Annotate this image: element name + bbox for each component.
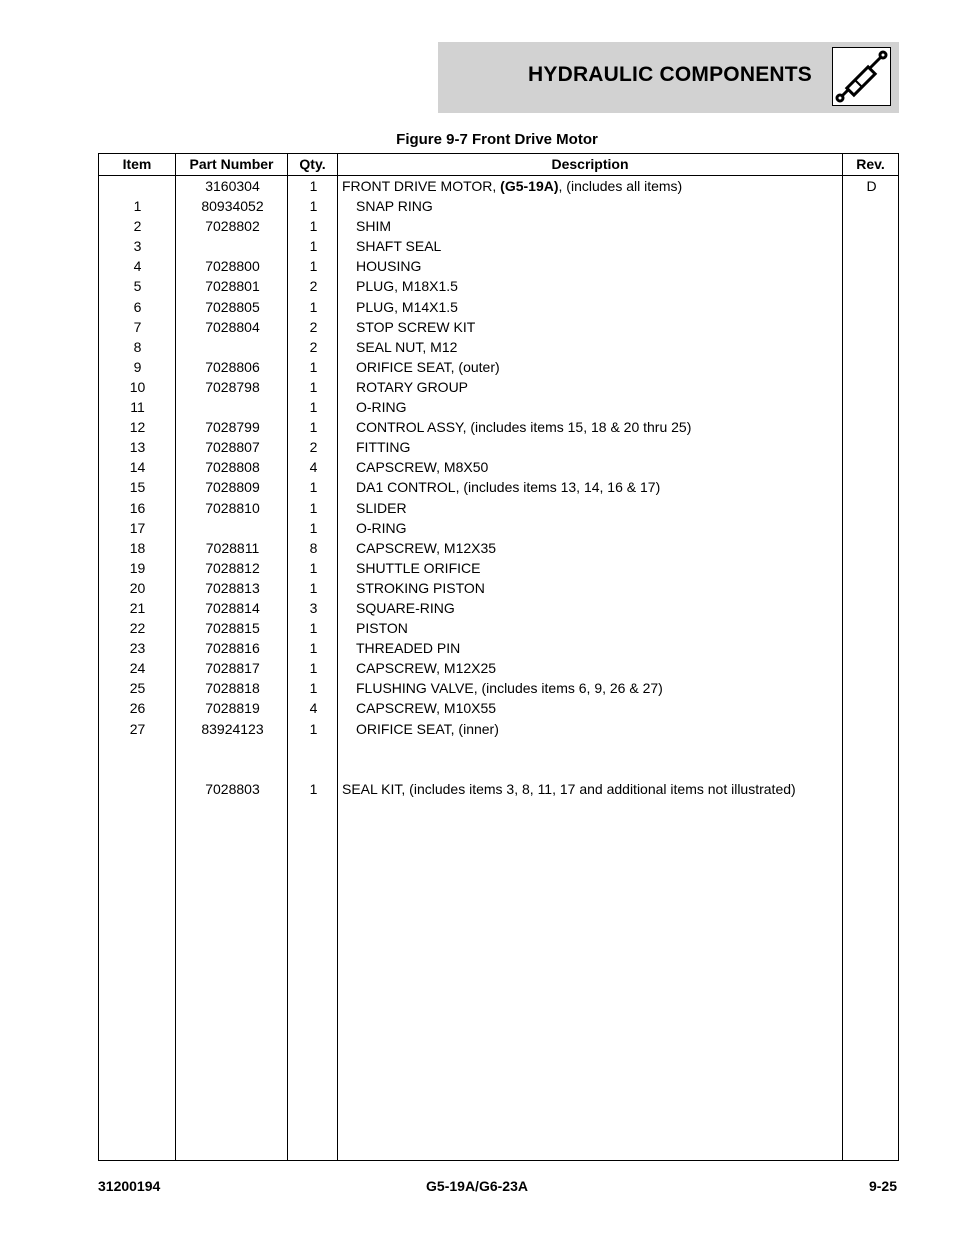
item-number: 22 bbox=[129, 620, 146, 637]
item-number: 13 bbox=[129, 439, 146, 456]
part-number: 7028806 bbox=[205, 358, 260, 375]
quantity: 3 bbox=[309, 599, 318, 616]
quantity: 2 bbox=[309, 439, 318, 456]
quantity: 1 bbox=[309, 258, 318, 275]
item-number: 10 bbox=[129, 378, 146, 395]
description: ORIFICE SEAT, (inner) bbox=[356, 720, 499, 737]
quantity: 1 bbox=[309, 358, 318, 375]
quantity: 1 bbox=[309, 419, 318, 436]
table-row bbox=[99, 176, 898, 196]
table-row bbox=[99, 216, 898, 236]
quantity: 2 bbox=[309, 318, 318, 335]
description: STOP SCREW KIT bbox=[356, 318, 476, 335]
table-row bbox=[99, 678, 898, 698]
part-number: 7028804 bbox=[205, 318, 260, 335]
item-number: 27 bbox=[129, 720, 146, 737]
description: FITTING bbox=[356, 439, 411, 456]
table-row bbox=[99, 417, 898, 437]
item-number: 16 bbox=[129, 499, 146, 516]
description: PLUG, M14X1.5 bbox=[356, 298, 458, 315]
description: SEAL NUT, M12 bbox=[356, 338, 458, 355]
item-number: 9 bbox=[133, 358, 142, 375]
figure-title: Figure 9-7 Front Drive Motor bbox=[396, 131, 598, 148]
footer-model: G5-19A/G6-23A bbox=[426, 1178, 528, 1194]
table-row bbox=[99, 256, 898, 276]
description: SHUTTLE ORIFICE bbox=[356, 559, 481, 576]
part-number: 7028816 bbox=[205, 640, 260, 657]
quantity: 1 bbox=[309, 620, 318, 637]
description: SQUARE-RING bbox=[356, 599, 455, 616]
quantity: 1 bbox=[309, 499, 318, 516]
item-number: 21 bbox=[129, 599, 146, 616]
quantity: 1 bbox=[309, 378, 318, 395]
description: CAPSCREW, M12X35 bbox=[356, 539, 497, 556]
description: SLIDER bbox=[356, 499, 407, 516]
model-code: (G5-19A) bbox=[500, 178, 559, 194]
part-number: 3160304 bbox=[205, 178, 260, 194]
table-row bbox=[99, 357, 898, 377]
item-number: 23 bbox=[129, 640, 146, 657]
table-row bbox=[99, 779, 898, 799]
quantity: 1 bbox=[309, 519, 318, 536]
part-number: 7028819 bbox=[205, 700, 260, 717]
item-number: 4 bbox=[133, 258, 142, 275]
item-number: 8 bbox=[133, 338, 142, 355]
table-row bbox=[99, 437, 898, 457]
item-number: 26 bbox=[129, 700, 146, 717]
table-row bbox=[99, 719, 898, 739]
table-row bbox=[99, 558, 898, 578]
part-number: 7028807 bbox=[205, 439, 260, 456]
part-number: 7028812 bbox=[205, 559, 260, 576]
table-row bbox=[99, 457, 898, 477]
description: O-RING bbox=[356, 519, 407, 536]
spacer-row bbox=[99, 739, 898, 779]
quantity: 1 bbox=[309, 660, 318, 677]
description: CAPSCREW, M10X55 bbox=[356, 700, 497, 717]
quantity: 1 bbox=[309, 559, 318, 576]
part-number: 7028810 bbox=[205, 499, 260, 516]
parts-table bbox=[98, 153, 899, 1161]
column-header-item: Item bbox=[122, 156, 152, 172]
quantity: 4 bbox=[309, 700, 318, 717]
item-number: 12 bbox=[129, 419, 146, 436]
part-number: 7028800 bbox=[205, 258, 260, 275]
description: CAPSCREW, M12X25 bbox=[356, 660, 497, 677]
part-number: 7028811 bbox=[205, 539, 260, 556]
table-row bbox=[99, 297, 898, 317]
table-row bbox=[99, 477, 898, 497]
quantity: 1 bbox=[309, 218, 318, 235]
item-number: 20 bbox=[129, 579, 146, 596]
table-row bbox=[99, 498, 898, 518]
column-header-rev: Rev. bbox=[856, 156, 885, 172]
part-number: 7028813 bbox=[205, 579, 260, 596]
quantity: 1 bbox=[309, 198, 318, 215]
section-banner bbox=[438, 42, 899, 113]
description: SHIM bbox=[356, 218, 391, 235]
table-row bbox=[99, 196, 898, 216]
quantity: 8 bbox=[309, 539, 318, 556]
table-row bbox=[99, 397, 898, 417]
item-number: 2 bbox=[133, 218, 142, 235]
description: HOUSING bbox=[356, 258, 422, 275]
part-number: 7028799 bbox=[205, 419, 260, 436]
item-number: 7 bbox=[133, 318, 142, 335]
description: CONTROL ASSY, (includes items 15, 18 & 20 thru 25) bbox=[356, 419, 692, 436]
footer-page-number: 9-25 bbox=[868, 1178, 897, 1194]
quantity: 2 bbox=[309, 278, 318, 295]
description: ORIFICE SEAT, (outer) bbox=[356, 358, 500, 375]
column-header-qty: Qty. bbox=[299, 156, 326, 172]
table-row bbox=[99, 698, 898, 718]
description: SNAP RING bbox=[356, 198, 433, 215]
table-row bbox=[99, 598, 898, 618]
part-number: 80934052 bbox=[201, 198, 264, 215]
column-header-part-number: Part Number bbox=[189, 156, 274, 172]
part-number: 7028814 bbox=[205, 599, 260, 616]
table-row bbox=[99, 638, 898, 658]
table-row bbox=[99, 578, 898, 598]
table-row bbox=[99, 538, 898, 558]
quantity: 1 bbox=[309, 238, 318, 255]
table-row bbox=[99, 377, 898, 397]
description: PLUG, M18X1.5 bbox=[356, 278, 458, 295]
part-number: 7028818 bbox=[205, 680, 260, 697]
part-number: 7028801 bbox=[205, 278, 260, 295]
description: FLUSHING VALVE, (includes items 6, 9, 26 & 27) bbox=[356, 680, 663, 697]
part-number: 7028803 bbox=[205, 780, 260, 797]
item-number: 25 bbox=[129, 680, 146, 697]
part-number: 7028815 bbox=[205, 620, 260, 637]
table-row bbox=[99, 276, 898, 296]
item-number: 3 bbox=[133, 238, 142, 255]
quantity: 2 bbox=[309, 338, 318, 355]
part-number: 7028805 bbox=[205, 298, 260, 315]
quantity: 1 bbox=[309, 720, 318, 737]
item-number: 17 bbox=[129, 519, 146, 536]
quantity: 1 bbox=[309, 680, 318, 697]
description-text: FRONT DRIVE MOTOR, bbox=[342, 178, 501, 194]
description: SEAL KIT, (includes items 3, 8, 11, 17 and additional items not illustrated) bbox=[342, 780, 796, 797]
table-row bbox=[99, 317, 898, 337]
item-number: 6 bbox=[133, 298, 142, 315]
description: STROKING PISTON bbox=[356, 579, 485, 596]
description-suffix: , (includes all items) bbox=[558, 178, 683, 194]
item-number: 19 bbox=[129, 559, 146, 576]
description: THREADED PIN bbox=[356, 640, 461, 657]
table-row bbox=[99, 337, 898, 357]
part-number: 7028817 bbox=[205, 660, 260, 677]
part-number: 7028808 bbox=[205, 459, 260, 476]
description: CAPSCREW, M8X50 bbox=[356, 459, 489, 476]
part-number: 7028798 bbox=[205, 378, 260, 395]
description bbox=[342, 176, 682, 196]
description: PISTON bbox=[356, 620, 408, 637]
quantity: 1 bbox=[309, 479, 318, 496]
quantity: 1 bbox=[309, 780, 318, 797]
description: SHAFT SEAL bbox=[356, 238, 442, 255]
item-number: 18 bbox=[129, 539, 146, 556]
item-number: 14 bbox=[129, 459, 146, 476]
table-row bbox=[99, 518, 898, 538]
table-row bbox=[99, 236, 898, 256]
item-number: 24 bbox=[129, 660, 146, 677]
quantity: 1 bbox=[309, 178, 318, 194]
section-title: HYDRAULIC COMPONENTS bbox=[528, 63, 813, 86]
table-row bbox=[99, 618, 898, 638]
item-number: 15 bbox=[129, 479, 146, 496]
hydraulic-cylinder-icon bbox=[832, 47, 891, 106]
table-row bbox=[99, 658, 898, 678]
part-number: 83924123 bbox=[201, 720, 264, 737]
item-number: 1 bbox=[133, 198, 142, 215]
part-number: 7028809 bbox=[205, 479, 260, 496]
description: ROTARY GROUP bbox=[356, 378, 469, 395]
quantity: 4 bbox=[309, 459, 318, 476]
item-number: 5 bbox=[133, 278, 142, 295]
description: O-RING bbox=[356, 399, 407, 416]
part-number: 7028802 bbox=[205, 218, 260, 235]
table-body bbox=[99, 176, 898, 799]
quantity: 1 bbox=[309, 298, 318, 315]
quantity: 1 bbox=[309, 399, 318, 416]
description: DA1 CONTROL, (includes items 13, 14, 16 & 17) bbox=[356, 479, 661, 496]
quantity: 1 bbox=[309, 640, 318, 657]
footer-doc-number: 31200194 bbox=[98, 1178, 161, 1194]
column-header-description: Description bbox=[551, 156, 629, 172]
revision: D bbox=[866, 178, 877, 194]
quantity: 1 bbox=[309, 579, 318, 596]
item-number: 11 bbox=[130, 399, 145, 416]
